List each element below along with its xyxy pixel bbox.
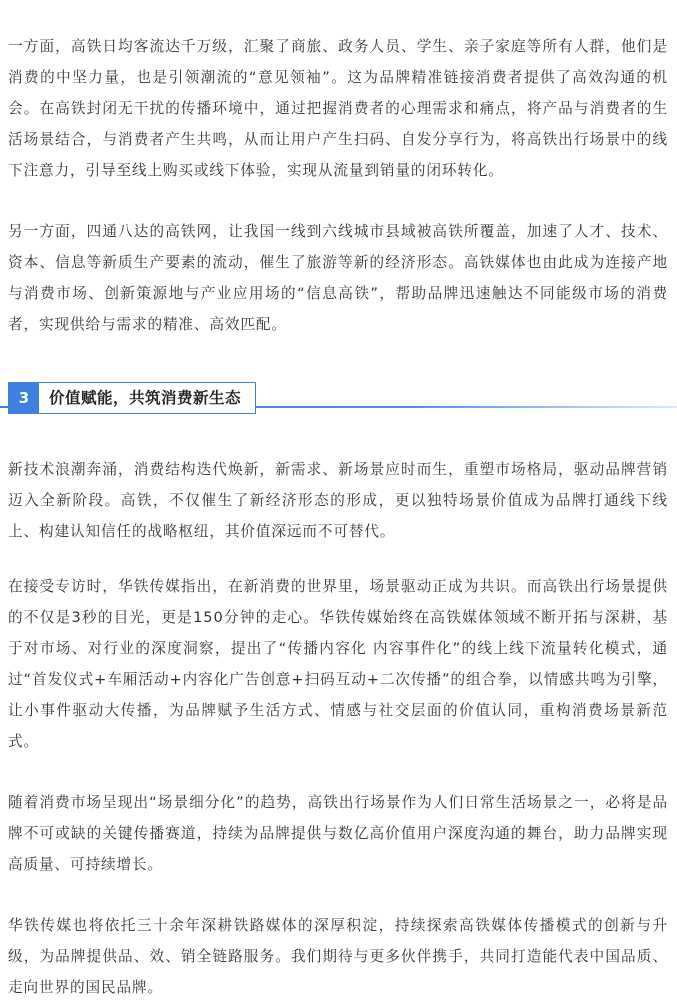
paragraph-5: 随着消费市场呈现出“场景细分化”的趋势，高铁出行场景作为人们日常生活场景之一，必将是品牌不可或缺的关键传播赛道，持续为品牌提供与数亿高价值用户深度沟通的舞台，助力品牌实现高质量、可持续增长。 <box>8 794 668 873</box>
paragraph-1: 一方面，高铁日均客流达千万级，汇聚了商旅、政务人员、学生、亲子家庭等所有人群，他们是消费的中坚力量，也是引领潮流的“意见领袖”。这为品牌精准链接消费者提供了高效沟通的机会。在高铁封闭无干扰的传播环境中，通过把握消费者的心理需求和痛点，将产品与消费者的生活场景结合，与消费者产生共鸣，从而让用户产生扫码、自发分享行为，将高铁出行场景中的线下注意力，引导至线上购买或线下体验，实现从流量到销量的闭环转化。 <box>8 38 668 179</box>
paragraph-4: 在接受专访时，华铁传媒指出，在新消费的世界里，场景驱动正成为共识。而高铁出行场景提供的不仅是3秒的目光，更是150分钟的走心。华铁传媒始终在高铁媒体领域不断开拓与深耕，基于对市场、对行业的深度洞察，提出了“传播内容化 内容事件化”的线上线下流量转化模式，通过“首发仪式+车厢活动+内容化广告创意+扫码互动+二次传播”的组合拳，以情感共鸣为引擎，让小事件驱动大传播，为品牌赋予生活方式、情感与社交层面的价值认同，重构消费场景新范式。 <box>8 578 668 750</box>
paragraph-2: 另一方面，四通八达的高铁网，让我国一线到六线城市县域被高铁所覆盖，加速了人才、技术、资本、信息等新质生产要素的流动，催生了旅游等新的经济形态。高铁媒体也由此成为连接产地与消费市场、创新策源地与产业应用场的“信息高铁”，帮助品牌迅速触达不同能级市场的消费者，实现供给与需求的精准、高效匹配。 <box>8 223 668 333</box>
paragraph-6: 华铁传媒也将依托三十余年深耕铁路媒体的深厚积淀，持续探索高铁媒体传播模式的创新与升级，为品牌提供品、效、销全链路服务。我们期待与更多伙伴携手，共同打造能代表中国品质、走向世界的国民品牌。 <box>8 917 668 996</box>
section-title: 价值赋能，共筑消费新生态 <box>49 389 242 407</box>
paragraph-3: 新技术浪潮奔涌，消费结构迭代焕新，新需求、新场景应时而生，重塑市场格局，驱动品牌营销迈入全新阶段。高铁，不仅催生了新经济形态的形成，更以独特场景价值成为品牌打通线下线上、构建认知信任的战略枢纽，其价值深远而不可替代。 <box>8 461 668 540</box>
heading-box <box>8 382 256 414</box>
section-number: 3 <box>9 383 39 413</box>
section-heading <box>0 375 677 419</box>
